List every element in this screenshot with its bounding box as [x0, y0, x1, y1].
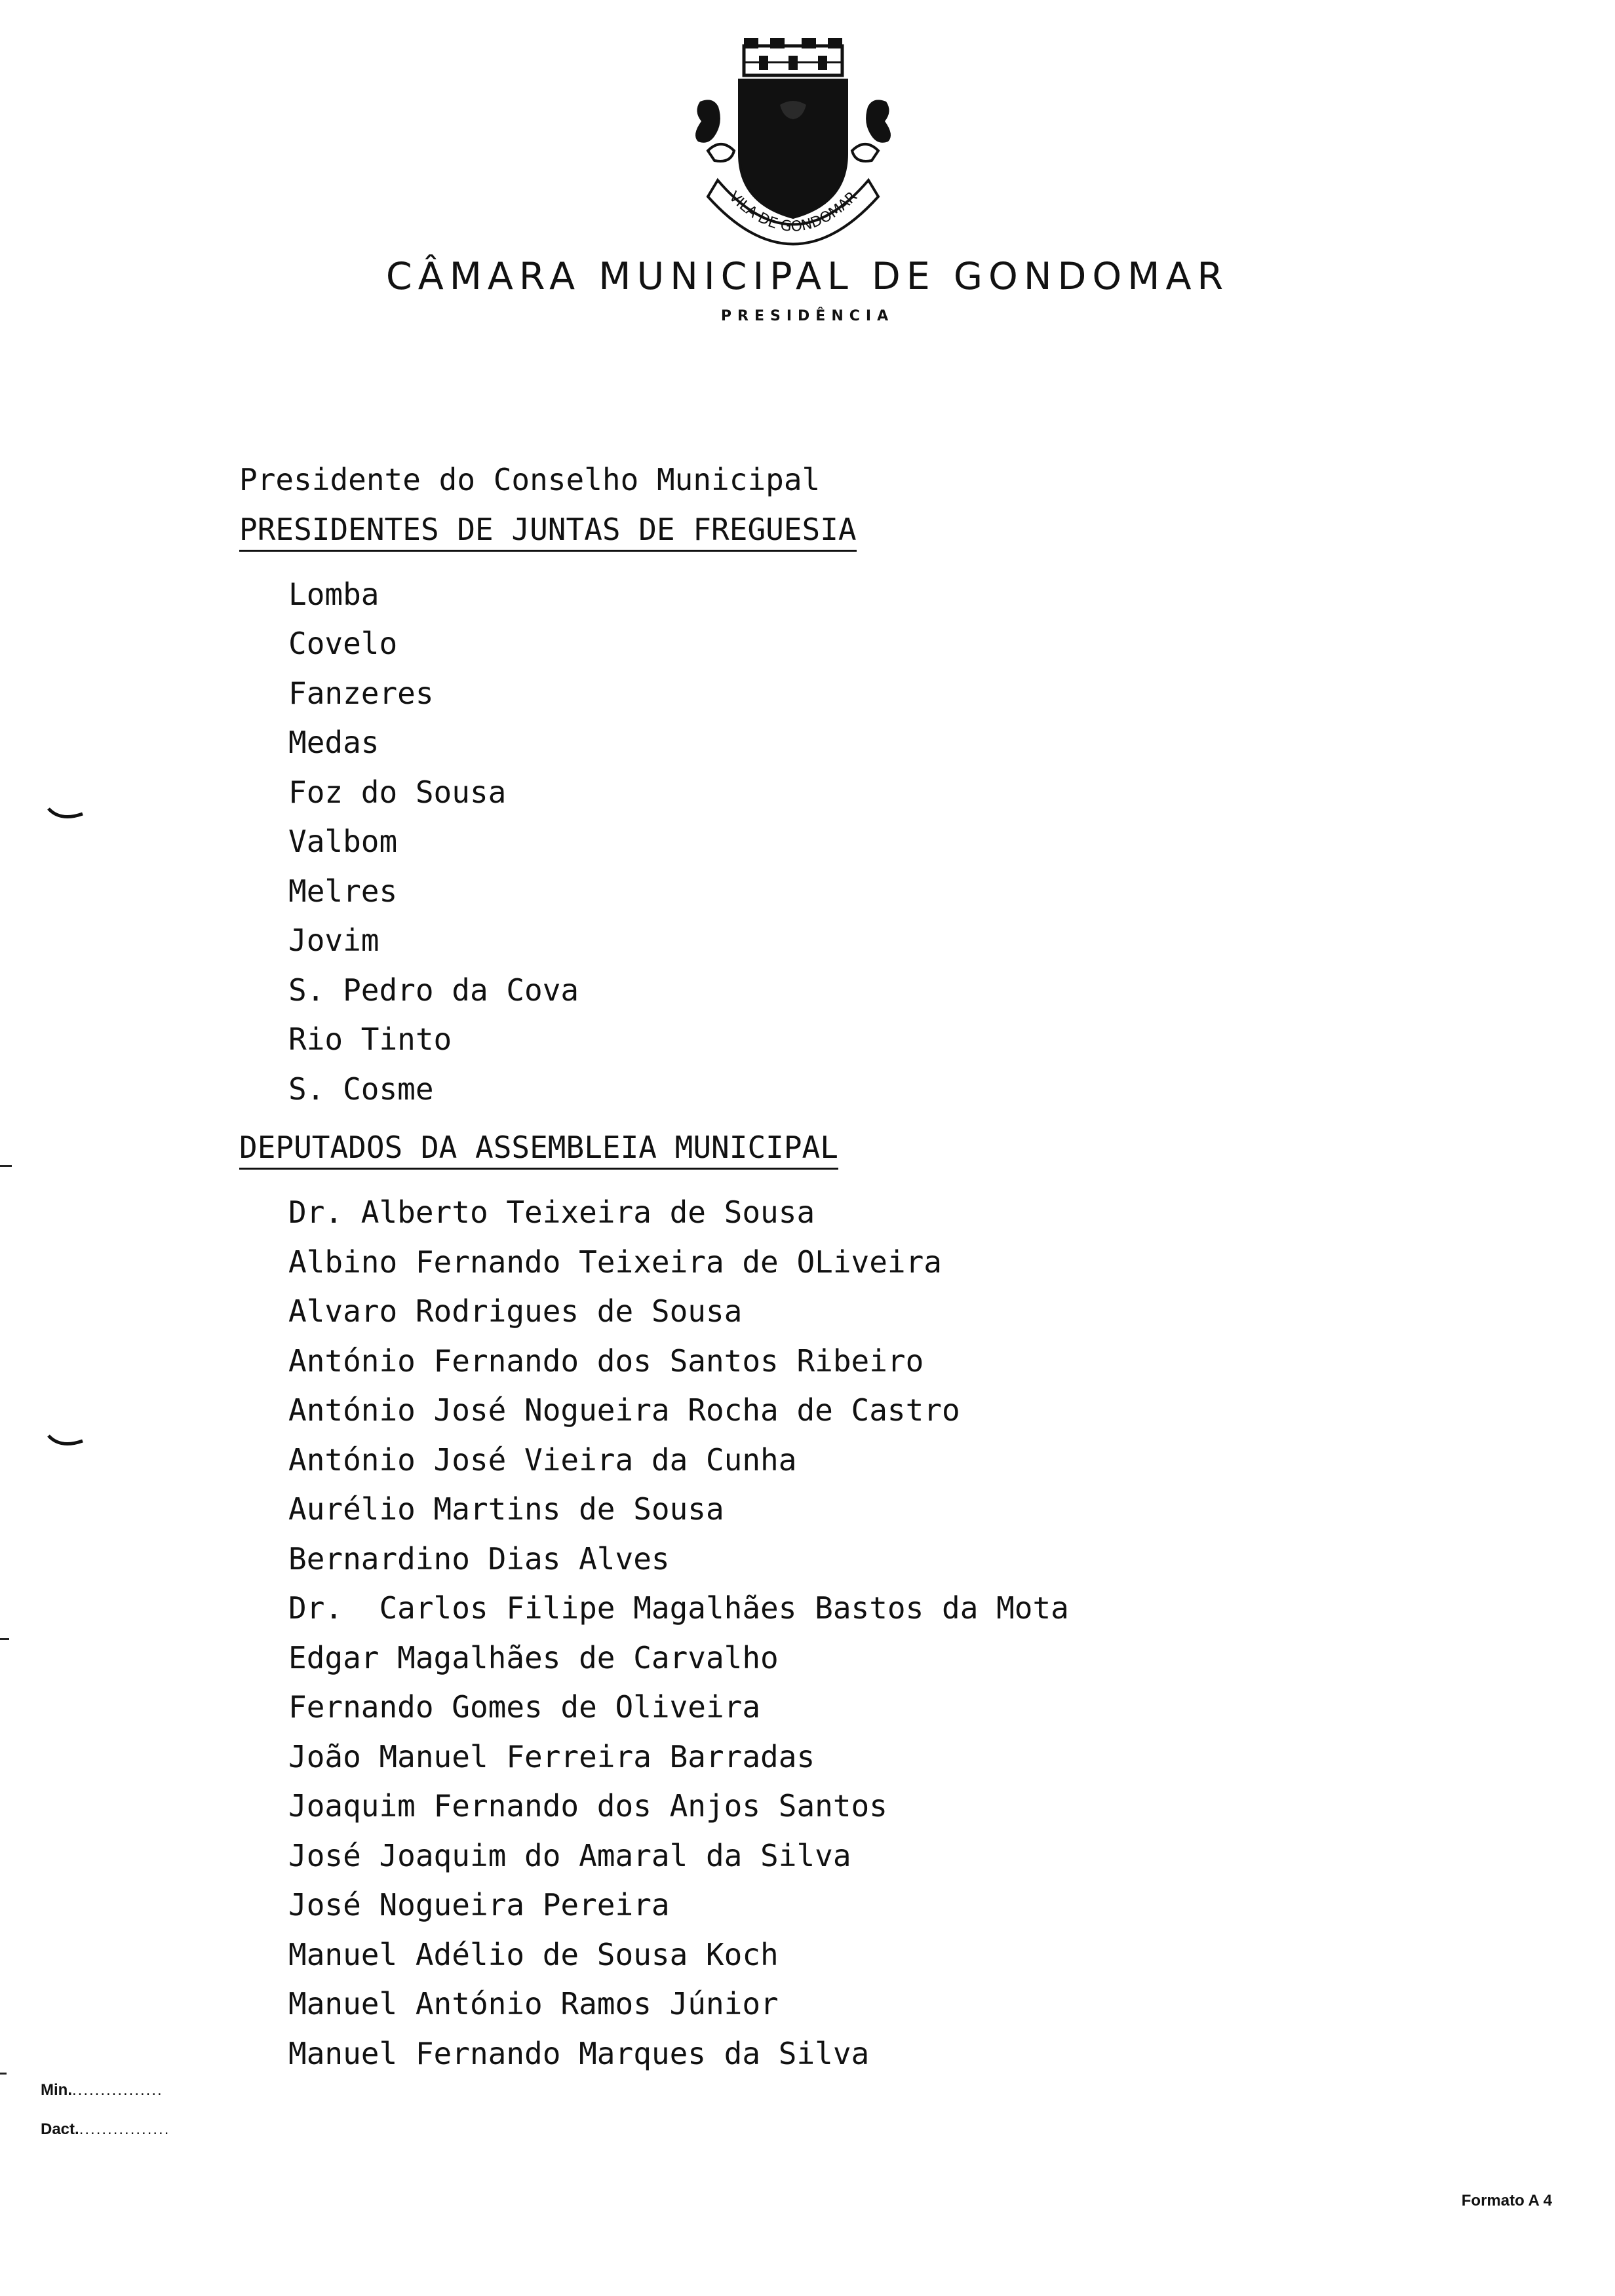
list-item: Albino Fernando Teixeira de OLiveira [288, 1244, 942, 1280]
page-title: CÂMARA MUNICIPAL DE GONDOMAR [385, 255, 1230, 298]
min-label: Min. [41, 2081, 72, 2099]
list-item: Edgar Magalhães de Carvalho [288, 1639, 779, 1675]
juntas-list [239, 570, 1069, 1115]
min-dots: ................ [72, 2081, 163, 2099]
list-item: João Manuel Ferreira Barradas [288, 1738, 815, 1774]
list-item: Manuel Fernando Marques da Silva [288, 2035, 870, 2071]
list-item: Dr. Alberto Teixeira de Sousa [288, 1195, 815, 1230]
list-item: José Nogueira Pereira [288, 1887, 670, 1923]
dact-field [41, 2120, 170, 2139]
dact-dots: ................ [79, 2120, 170, 2138]
list-item: Fernando Gomes de Oliveira [288, 1689, 761, 1725]
paper-format: Formato A 4 [1461, 2192, 1552, 2210]
fold-mark [0, 1165, 12, 1167]
list-item: António José Nogueira Rocha de Castro [288, 1392, 960, 1428]
list-item: Jovim [288, 923, 379, 958]
crest-motto: VILA DE GONDOMAR [726, 188, 861, 235]
list-item: António Fernando dos Santos Ribeiro [288, 1343, 924, 1379]
fold-mark [0, 2073, 7, 2075]
list-item: Aurélio Martins de Sousa [288, 1491, 724, 1527]
list-item: Alvaro Rodrigues de Sousa [288, 1293, 743, 1329]
page-subtitle: PRESIDÊNCIA [720, 308, 895, 324]
list-item: Covelo [288, 626, 398, 661]
list-item: S. Pedro da Cova [288, 972, 579, 1008]
list-item: Bernardino Dias Alves [288, 1540, 670, 1577]
list-item: Foz do Sousa [288, 774, 507, 810]
list-item: Fanzeres [288, 675, 434, 711]
fold-mark [0, 1638, 9, 1640]
list-item: António José Vieira da Cunha [288, 1442, 797, 1478]
crest-emblem [682, 33, 905, 249]
punch-mark [46, 1432, 85, 1451]
section-heading-deputados: DEPUTADOS DA ASSEMBLEIA MUNICIPAL [239, 1127, 838, 1170]
list-item: Joaquim Fernando dos Anjos Santos [288, 1788, 887, 1824]
list-item: Rio Tinto [288, 1022, 452, 1057]
punch-mark [46, 805, 85, 824]
list-item: José Joaquim do Amaral da Silva [288, 1837, 851, 1873]
addressee: Presidente do Conselho Municipal [239, 462, 821, 497]
section-heading-juntas: PRESIDENTES DE JUNTAS DE FREGUESIA [239, 509, 857, 552]
list-item: Valbom [288, 824, 398, 859]
dact-label: Dact. [41, 2120, 79, 2138]
list-item: Melres [288, 873, 398, 909]
list-item: Manuel António Ramos Júnior [288, 1986, 779, 2021]
document-body [239, 455, 1069, 2088]
list-item: S. Cosme [288, 1071, 434, 1107]
min-field [41, 2081, 163, 2099]
list-item: Dr. Carlos Filipe Magalhães Bastos da Mota [288, 1590, 1069, 1626]
list-item: Medas [288, 725, 379, 760]
list-item: Manuel Adélio de Sousa Koch [288, 1936, 779, 1972]
deputados-list [239, 1188, 1069, 2078]
list-item: Lomba [288, 576, 379, 612]
